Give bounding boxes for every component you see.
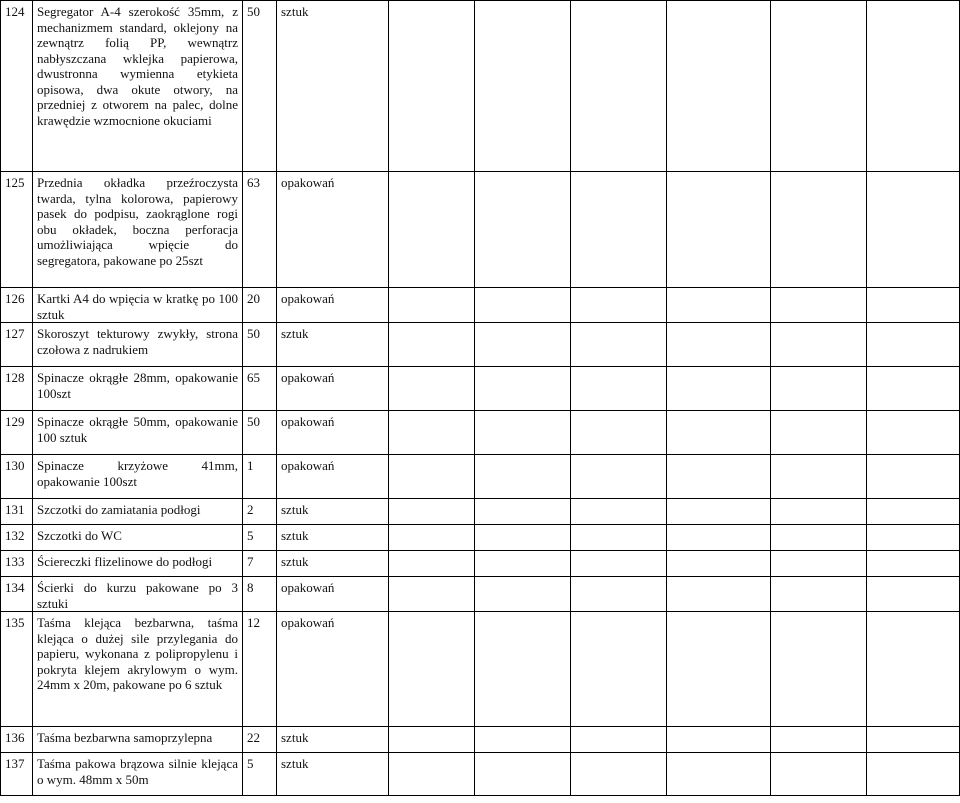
empty-cell <box>389 288 475 323</box>
empty-cell <box>475 551 571 577</box>
empty-cell <box>571 1 667 172</box>
empty-cell <box>389 499 475 525</box>
table-row <box>1 577 960 612</box>
table-row <box>1 1 960 172</box>
item-description: Taśma bezbarwna samoprzylepna <box>33 727 243 753</box>
empty-cell <box>667 1 771 172</box>
item-number: 126 <box>1 288 33 323</box>
item-quantity: 7 <box>243 551 277 577</box>
empty-cell <box>389 525 475 551</box>
table-row <box>1 727 960 753</box>
table-row <box>1 612 960 727</box>
empty-cell <box>867 367 960 411</box>
item-description: Spinacze okrągłe 28mm, opakowanie 100szt <box>33 367 243 411</box>
item-description: Taśma pakowa brązowa silnie klejąca o wym. 48mm x 50m <box>33 753 243 796</box>
empty-cell <box>475 525 571 551</box>
empty-cell <box>571 172 667 288</box>
item-quantity: 50 <box>243 323 277 367</box>
item-description: Spinacze okrągłe 50mm, opakowanie 100 sztuk <box>33 411 243 455</box>
empty-cell <box>571 525 667 551</box>
item-unit: opakowań <box>277 288 389 323</box>
empty-cell <box>667 499 771 525</box>
empty-cell <box>389 551 475 577</box>
empty-cell <box>475 577 571 612</box>
table-row <box>1 411 960 455</box>
item-description: Ścierki do kurzu pakowane po 3 sztuki <box>33 577 243 612</box>
empty-cell <box>867 288 960 323</box>
empty-cell <box>771 172 867 288</box>
item-description: Kartki A4 do wpięcia w kratkę po 100 sztuk <box>33 288 243 323</box>
item-quantity: 22 <box>243 727 277 753</box>
item-description: Skoroszyt tekturowy zwykły, strona czołowa z nadrukiem <box>33 323 243 367</box>
empty-cell <box>475 367 571 411</box>
empty-cell <box>867 411 960 455</box>
items-table-body <box>1 1 960 796</box>
empty-cell <box>475 499 571 525</box>
item-description: Przednia okładka przeźroczysta twarda, tylna kolorowa, papierowy pasek do podpisu, zaokrąglone rogi obu okładek, boczna perforacja umożliwiająca wpięcie do segregatora, pakowane po 25szt <box>33 172 243 288</box>
table-row <box>1 323 960 367</box>
empty-cell <box>389 612 475 727</box>
empty-cell <box>571 551 667 577</box>
empty-cell <box>571 577 667 612</box>
item-quantity: 65 <box>243 367 277 411</box>
empty-cell <box>667 753 771 796</box>
item-number: 124 <box>1 1 33 172</box>
empty-cell <box>571 455 667 499</box>
item-unit: sztuk <box>277 323 389 367</box>
empty-cell <box>867 551 960 577</box>
table-row <box>1 172 960 288</box>
item-unit: sztuk <box>277 499 389 525</box>
item-number: 130 <box>1 455 33 499</box>
empty-cell <box>771 323 867 367</box>
empty-cell <box>667 288 771 323</box>
item-number: 129 <box>1 411 33 455</box>
item-quantity: 50 <box>243 411 277 455</box>
item-unit: sztuk <box>277 525 389 551</box>
item-unit: opakowań <box>277 612 389 727</box>
empty-cell <box>771 411 867 455</box>
empty-cell <box>475 753 571 796</box>
empty-cell <box>867 1 960 172</box>
item-unit: sztuk <box>277 727 389 753</box>
empty-cell <box>771 612 867 727</box>
item-description: Ściereczki flizelinowe do podłogi <box>33 551 243 577</box>
empty-cell <box>771 727 867 753</box>
empty-cell <box>475 323 571 367</box>
table-row <box>1 288 960 323</box>
empty-cell <box>571 323 667 367</box>
empty-cell <box>571 727 667 753</box>
item-quantity: 1 <box>243 455 277 499</box>
empty-cell <box>571 753 667 796</box>
empty-cell <box>389 1 475 172</box>
empty-cell <box>667 577 771 612</box>
empty-cell <box>571 411 667 455</box>
table-row <box>1 499 960 525</box>
empty-cell <box>475 727 571 753</box>
item-quantity: 8 <box>243 577 277 612</box>
item-unit: opakowań <box>277 172 389 288</box>
item-number: 125 <box>1 172 33 288</box>
item-description: Szczotki do zamiatania podłogi <box>33 499 243 525</box>
empty-cell <box>667 323 771 367</box>
empty-cell <box>389 727 475 753</box>
item-quantity: 5 <box>243 525 277 551</box>
item-number: 127 <box>1 323 33 367</box>
item-number: 132 <box>1 525 33 551</box>
empty-cell <box>475 288 571 323</box>
item-number: 133 <box>1 551 33 577</box>
table-row <box>1 753 960 796</box>
empty-cell <box>867 455 960 499</box>
empty-cell <box>771 499 867 525</box>
item-unit: sztuk <box>277 1 389 172</box>
item-number: 137 <box>1 753 33 796</box>
item-number: 136 <box>1 727 33 753</box>
empty-cell <box>771 288 867 323</box>
item-quantity: 63 <box>243 172 277 288</box>
item-unit: sztuk <box>277 753 389 796</box>
empty-cell <box>667 525 771 551</box>
item-unit: opakowań <box>277 411 389 455</box>
empty-cell <box>475 411 571 455</box>
empty-cell <box>867 727 960 753</box>
empty-cell <box>867 172 960 288</box>
empty-cell <box>771 367 867 411</box>
empty-cell <box>867 612 960 727</box>
item-number: 128 <box>1 367 33 411</box>
empty-cell <box>571 288 667 323</box>
empty-cell <box>571 367 667 411</box>
empty-cell <box>389 411 475 455</box>
empty-cell <box>771 577 867 612</box>
item-number: 131 <box>1 499 33 525</box>
item-quantity: 2 <box>243 499 277 525</box>
item-description: Spinacze krzyżowe 41mm, opakowanie 100szt <box>33 455 243 499</box>
empty-cell <box>389 323 475 367</box>
empty-cell <box>771 455 867 499</box>
empty-cell <box>389 753 475 796</box>
item-quantity: 20 <box>243 288 277 323</box>
empty-cell <box>771 551 867 577</box>
item-quantity: 5 <box>243 753 277 796</box>
empty-cell <box>667 172 771 288</box>
empty-cell <box>667 612 771 727</box>
empty-cell <box>867 525 960 551</box>
item-description: Taśma klejąca bezbarwna, taśma klejąca o dużej sile przylegania do papieru, wykonana z polipropylenu i pokryta klejem akrylowym o wym. 24mm x 20m, pakowane po 6 sztuk <box>33 612 243 727</box>
empty-cell <box>389 367 475 411</box>
table-row <box>1 551 960 577</box>
empty-cell <box>867 323 960 367</box>
empty-cell <box>771 753 867 796</box>
empty-cell <box>667 455 771 499</box>
item-quantity: 12 <box>243 612 277 727</box>
table-row <box>1 525 960 551</box>
item-unit: opakowań <box>277 577 389 612</box>
item-quantity: 50 <box>243 1 277 172</box>
empty-cell <box>389 577 475 612</box>
empty-cell <box>475 1 571 172</box>
empty-cell <box>571 499 667 525</box>
item-unit: opakowań <box>277 367 389 411</box>
empty-cell <box>867 577 960 612</box>
empty-cell <box>667 411 771 455</box>
empty-cell <box>389 172 475 288</box>
empty-cell <box>867 753 960 796</box>
item-unit: opakowań <box>277 455 389 499</box>
item-number: 135 <box>1 612 33 727</box>
empty-cell <box>475 455 571 499</box>
empty-cell <box>667 727 771 753</box>
empty-cell <box>771 525 867 551</box>
table-row <box>1 455 960 499</box>
empty-cell <box>475 612 571 727</box>
table-row <box>1 367 960 411</box>
empty-cell <box>571 612 667 727</box>
item-description: Szczotki do WC <box>33 525 243 551</box>
item-description: Segregator A-4 szerokość 35mm, z mechanizmem standard, oklejony na zewnątrz folią PP, wewnątrz nabłyszczana wklejka papierowa, dwustronna wymienna etykieta opisowa, dwa okute otwory, na przedniej z otworem na palec, dolne krawędzie wzmocnione okuciami <box>33 1 243 172</box>
item-unit: sztuk <box>277 551 389 577</box>
empty-cell <box>667 551 771 577</box>
empty-cell <box>667 367 771 411</box>
empty-cell <box>389 455 475 499</box>
empty-cell <box>771 1 867 172</box>
empty-cell <box>867 499 960 525</box>
empty-cell <box>475 172 571 288</box>
item-number: 134 <box>1 577 33 612</box>
